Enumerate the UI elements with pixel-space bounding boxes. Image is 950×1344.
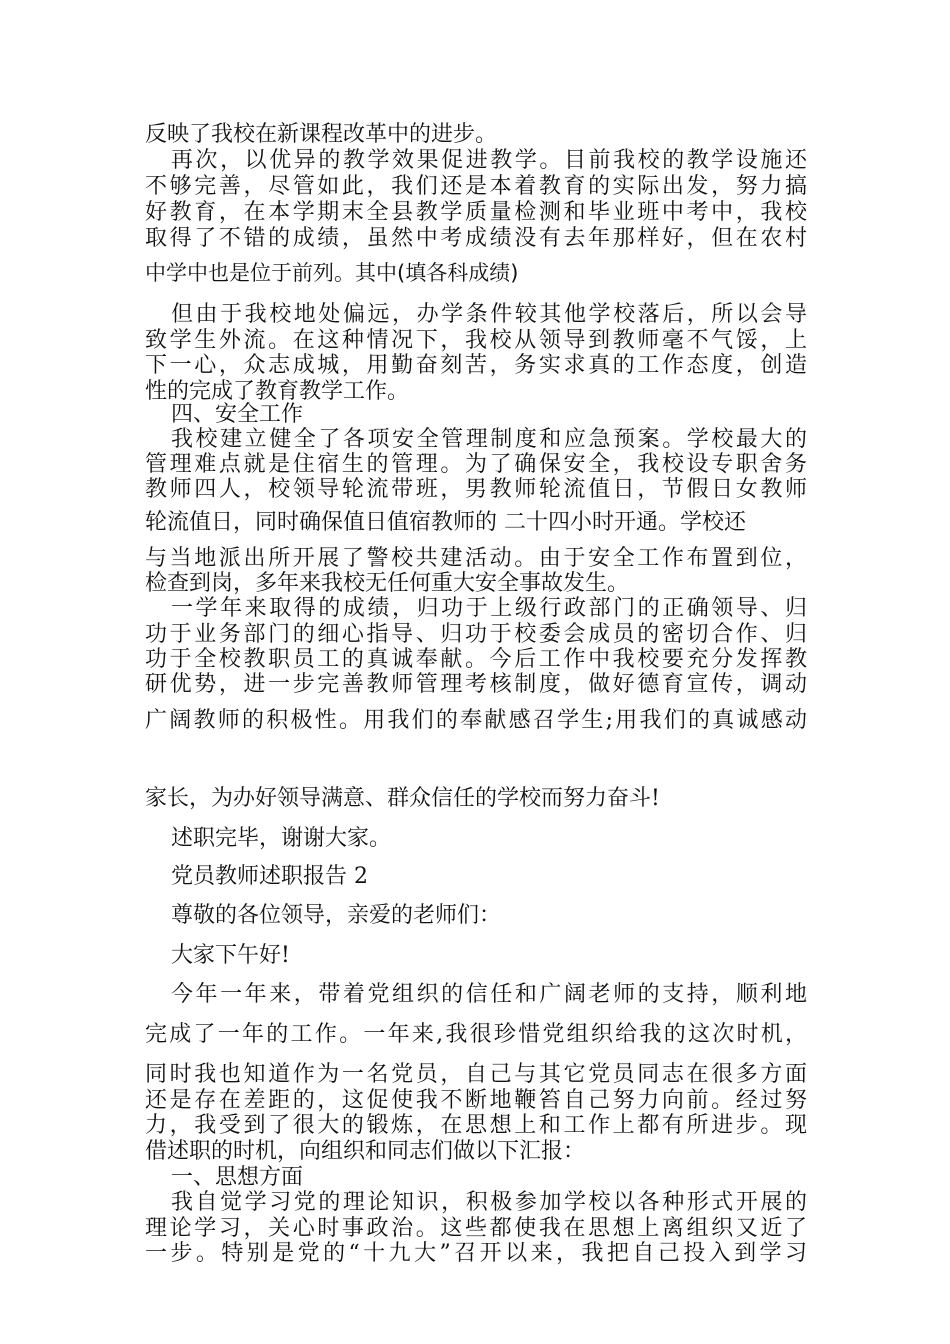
paragraph-line: 研优势，进一步完善教师管理考核制度，做好德育宣传，调动 [145, 672, 807, 697]
paragraph-line: 再次，以优异的教学效果促进教学。目前我校的教学设施还 [171, 148, 807, 173]
section-heading: 四、安全工作 [171, 402, 304, 427]
paragraph-line: 教师四人，校领导轮流带班，男教师轮流值日，节假日女教师 [145, 477, 807, 502]
paragraph-line: 我自觉学习党的理论知识，积极参加学校以各种形式开展的 [171, 1190, 807, 1215]
paragraph-line: 与当地派出所开展了警校共建活动。由于安全工作布置到位， [145, 546, 807, 571]
paragraph-line: 同时我也知道作为一名党员，自己与其它党员同志在很多方面 [145, 1062, 807, 1087]
salutation: 尊敬的各位领导，亲爱的老师们： [171, 903, 502, 928]
paragraph-line: 取得了不错的成绩，虽然中考成绩没有去年那样好，但在农村 [145, 226, 807, 251]
paragraph-line: 力，我受到了很大的锻炼，在思想上和工作上都有所进步。现 [145, 1113, 807, 1138]
paragraph-line: 下一心，众志成城，用勤奋刻苦，务实求真的工作态度，创造 [145, 353, 807, 378]
paragraph-line: 检查到岗，多年来我校无任何重大安全事故发生。 [145, 571, 630, 596]
paragraph-line: 今年一年来，带着党组织的信任和广阔老师的支持，顺利地 [171, 982, 807, 1007]
paragraph-line: 致学生外流。在这种情况下，我校从领导到教师毫不气馁，上 [145, 328, 807, 353]
paragraph-line: 一步。特别是党的“十九大”召开以来，我把自己投入到学习 [145, 1241, 807, 1266]
paragraph-line: 家长，为办好领导满意、群众信任的学校而努力奋斗! [145, 786, 660, 811]
report-title: 党员教师述职报告 2 [171, 864, 368, 889]
paragraph-line: 借述职的时机，向组织和同志们做以下汇报： [145, 1139, 586, 1164]
paragraph-line: 好教育，在本学期末全县教学质量检测和毕业班中考中，我校 [145, 200, 807, 225]
paragraph-line: 性的完成了教育教学工作。 [145, 379, 410, 404]
greeting: 大家下午好! [171, 943, 290, 968]
paragraph-line: 功于全校教职员工的真诚奉献。今后工作中我校要充分发挥教 [145, 647, 807, 672]
paragraph-line: 广阔教师的积极性。用我们的奉献感召学生;用我们的真诚感动 [145, 708, 807, 733]
paragraph-line: 理论学习，关心时事政治。这些都使我在思想上离组织又近了 [145, 1216, 807, 1241]
paragraph-line: 功于业务部门的细心指导、归功于校委会成员的密切合作、归 [145, 622, 807, 647]
paragraph-line: 但由于我校地处偏远，办学条件较其他学校落后，所以会导 [171, 302, 807, 327]
paragraph-line: 我校建立健全了各项安全管理制度和应急预案。学校最大的 [171, 427, 807, 452]
paragraph-line: 反映了我校在新课程改革中的进步。 [145, 122, 498, 147]
paragraph-line: 管理难点就是住宿生的管理。为了确保安全，我校设专职舍务 [145, 452, 807, 477]
paragraph-line: 还是存在差距的，这促使我不断地鞭笞自己努力向前。经过努 [145, 1088, 807, 1113]
paragraph-line: 一学年来取得的成绩，归功于上级行政部门的正确领导、归 [171, 596, 807, 621]
paragraph-line: 轮流值日，同时确保值日值宿教师的 二十四小时开通。学校还 [145, 510, 746, 535]
paragraph-line: 完成了一年的工作。一年来,我很珍惜党组织给我的这次时机， [145, 1022, 807, 1047]
paragraph-line: 不够完善，尽管如此，我们还是本着教育的实际出发，努力搞 [145, 174, 807, 199]
paragraph-line: 述职完毕，谢谢大家。 [171, 826, 392, 851]
paragraph-line: 中学中也是位于前列。其中(填各科成绩) [145, 261, 519, 285]
section-heading: 一、思想方面 [171, 1165, 304, 1190]
